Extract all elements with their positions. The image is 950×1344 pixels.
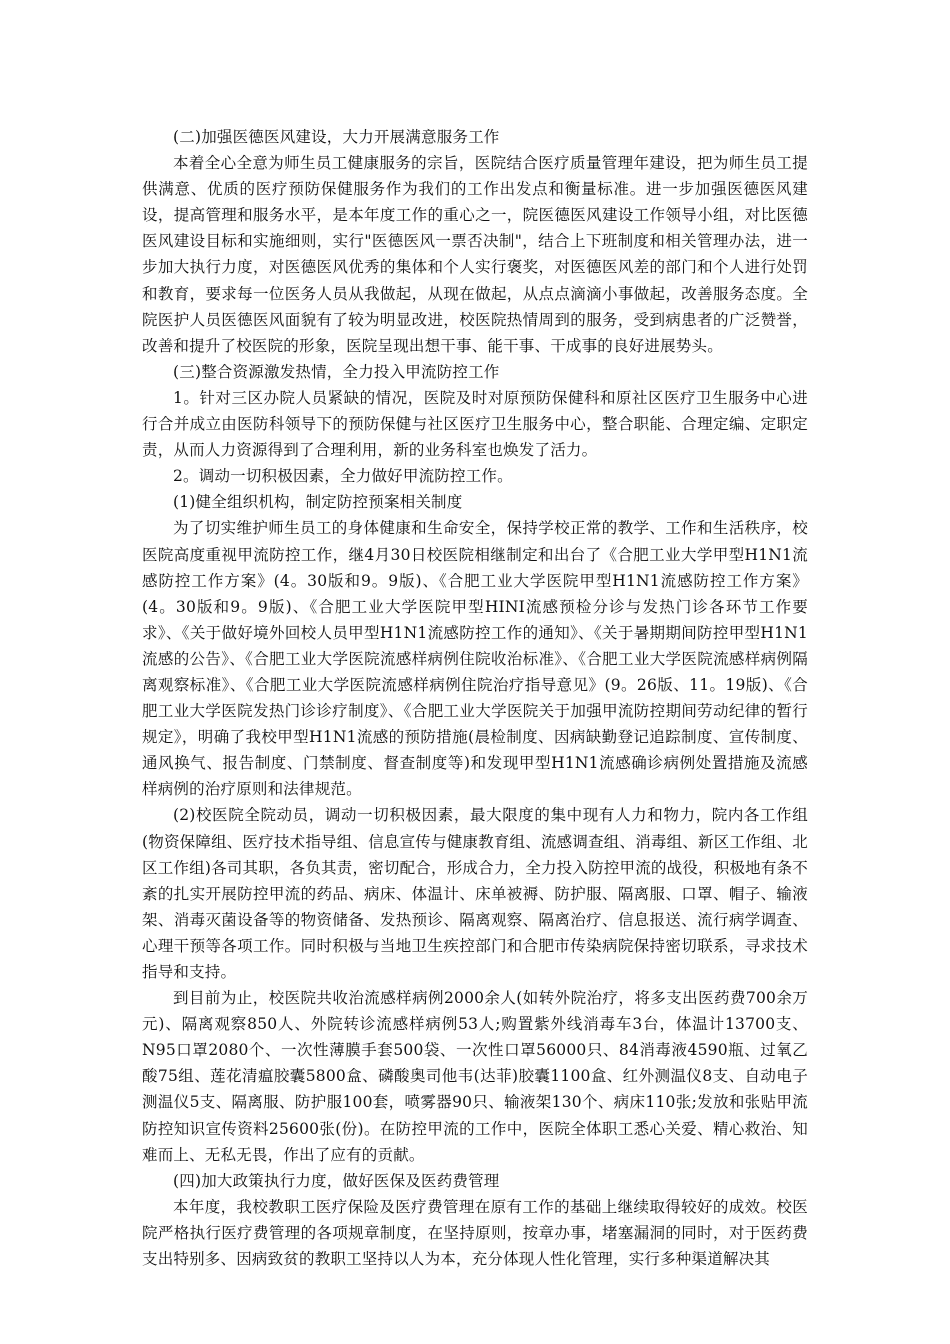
- paragraph-medical-ethics: 本着全心全意为师生员工健康服务的宗旨，医院结合医疗质量管理年建设，把为师生员工提供满意、优质的医疗预防保健服务作为我们的工作出发点和衡量标准。进一步加强医德医风建设，提高管理和服务水平，是本年度工作的重心之一，院医德医风建设工作领导小组，对比医德医风建设目标和实施细则，实行"医德医风一票否决制"，结合上下班制度和相关管理办法，进一步加大执行力度，对医德医风优秀的集体和个人实行褒奖，对医德医风差的部门和个人进行处罚和教育，要求每一位医务人员从我做起，从现在做起，从点点滴滴小事做起，改善服务态度。全院医护人员医德医风面貌有了较为明显改进，校医院热情周到的服务，受到病患者的广泛赞誉，改善和提升了校医院的形象，医院呈现出想干事、能干事、干成事的良好进展势头。: [142, 154, 808, 355]
- section-heading-3: (三)整合资源激发热情，全力投入甲流防控工作: [173, 362, 500, 381]
- paragraph-mobilization: (2)校医院全院动员，调动一切积极因素，最大限度的集中现有人力和物力，院内各工作组(物资保障组、医疗技术指导组、信息宣传与健康教育组、流感调查组、消毒组、新区工作组、北区工作组)各司其职，各负其责，密切配合，形成合力，全力投入防控甲流的战役，积极地有条不紊的扎实开展防控甲流的药品、病床、体温计、床单被褥、防护服、隔离服、口罩、帽子、输液架、消毒灭菌设备等的物资储备、发热预诊、隔离观察、隔离治疗、信息报送、流行病学调查、心理干预等各项工作。同时积极与当地卫生疾控部门和合肥市传染病院保持密切联系，寻求技术指导和支持。: [142, 806, 808, 981]
- document-body: [142, 124, 808, 1272]
- paragraph-prevention-plans: 为了切实维护师生员工的身体健康和生命安全，保持学校正常的教学、工作和生活秩序，校医院高度重视甲流防控工作，继4月30日校医院相继制定和出台了《合肥工业大学甲型H1N1流感防控工作方案》(4。30版和9。9版)、《合肥工业大学医院甲型H1N1流感防控工作方案》(4。30版和9。9版)、《合肥工业大学医院甲型HINI流感预检分诊与发热门诊各环节工作要求》、《关于做好境外回校人员甲型H1N1流感防控工作的通知》、《关于暑期期间防控甲型H1N1流感的公告》、《合肥工业大学医院流感样病例住院收治标准》、《合肥工业大学医院流感样病例隔离观察标准》、《合肥工业大学医院流感样病例住院治疗指导意见》(9。26版、11。19版)、《合肥工业大学医院发热门诊诊疗制度》、《合肥工业大学医院关于加强甲流防控期间劳动纪律的暂行规定》，明确了我校甲型H1N1流感的预防措施(晨检制度、因病缺勤登记追踪制度、宣传制度、通风换气、报告制度、门禁制度、督查制度等)和发现甲型H1N1流感确诊病例处置措施及流感样病例的治疗原则和法律规范。: [142, 519, 808, 799]
- section-heading-2: (二)加强医德医风建设，大力开展满意服务工作: [173, 128, 500, 146]
- subheading-1: (1)健全组织机构，制定防控预案相关制度: [173, 493, 463, 512]
- section-heading-4: (四)加大政策执行力度，做好医保及医药费管理: [173, 1171, 500, 1190]
- paragraph-statistics: 到目前为止，校医院共收治流感样病例2000余人(如转外院治疗，将多支出医药费700余万元)、隔离观察850人、外院转诊流感样病例53人;购置紫外线消毒车3台，体温计13700支、N95口罩2080个、一次性薄膜手套500袋、一次性口罩56000只、84消毒液4590瓶、过氧乙酸75组、莲花清瘟胶囊5800盒、磷酸奥司他韦(达菲)胶囊1100盒、红外测温仪8支、自动电子测温仪5支、隔离服、防护服100套，喷雾器90只、输液架130个、病床110张;发放和张贴甲流防控知识宣传资料25600张(份)。在防控甲流的工作中，医院全体职工悉心关爱、精心救治、知难而上、无私无畏，作出了应有的贡献。: [142, 989, 808, 1164]
- paragraph-item-2: 2。调动一切积极因素，全力做好甲流防控工作。: [173, 467, 513, 486]
- paragraph-item-1: 1。针对三区办院人员紧缺的情况，医院及时对原预防保健科和原社区医疗卫生服务中心进行合并成立由医防科领导下的预防保健与社区医疗卫生服务中心，整合职能、合理定编、定职定责，从而人力资源得到了合理利用，新的业务科室也焕发了活力。: [142, 388, 808, 460]
- paragraph-insurance: 本年度，我校教职工医疗保险及医疗费管理在原有工作的基础上继续取得较好的成效。校医院严格执行医疗费管理的各项规章制度，在坚持原则，按章办事，堵塞漏洞的同时，对于医药费支出特别多、因病致贫的教职工坚持以人为本，充分体现人性化管理，实行多种渠道解决其: [142, 1197, 808, 1269]
